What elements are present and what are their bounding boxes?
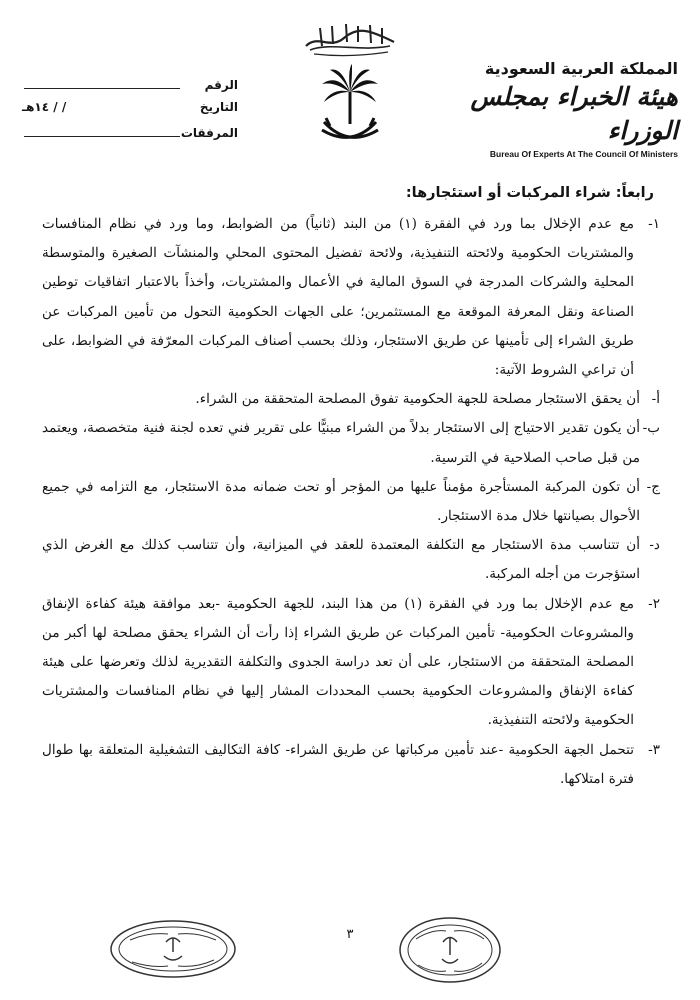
clause-1: [42, 210, 660, 385]
condition-text: أن يحقق الاستئجار مصلحة للجهة الحكومية تفوق المصلحة المتحققة من الشراء.: [195, 391, 640, 408]
reference-label: الرقم: [204, 78, 238, 92]
clause-3: [42, 736, 660, 794]
official-stamp-left: [108, 918, 238, 980]
condition-text: أن تكون المركبة المستأجرة مؤمناً عليها من المؤجر أو تحت ضمانه مدة الاستئجار، مع التزامه في جميع الأحوال بصيانتها خلال مدة الاستئجار.: [42, 478, 640, 525]
condition-d: [42, 531, 660, 589]
clause-text: تتحمل الجهة الحكومية -عند تأمين مركباتها عن طريق الشراء- كافة التكاليف التشغيلية المتعلقة بها طوال فترة امتلاكها.: [42, 741, 634, 787]
condition-c: [42, 473, 660, 531]
date-value: / / ١٤هـ: [22, 100, 67, 114]
reference-block: [18, 76, 238, 148]
attachments-row: [18, 124, 238, 148]
clause-text: مع عدم الإخلال بما ورد في الفقرة (١) من البند (ثانياً) من الضوابط، وما ورد في نظام المنافسات والمشتريات الحكومية ولائحته التنفيذية، ولائحة تفضيل المحتوى المحلي والمنشآت الصغيرة والمتوسطة المحلية والشركات المدرجة في السوق المالية في الأعمال والمشتريات، وأخذاً بالاعتبار اتفاقيات توطين الصناعة ونقل المعرفة الموقعة مع المستثمرين؛ على الجهات الحكومية التحول من تأمين المركبات عن طريق الشراء إلى تأمينها عن طريق الاستئجار، وذلك بحسب أصناف المركبات المعرّفة في الضوابط، على أن تراعي الشروط الآتية:: [42, 216, 634, 379]
condition-letter: ب-: [642, 420, 660, 437]
official-stamp-right: [398, 915, 503, 985]
clause-2: [42, 590, 660, 736]
clause-text: مع عدم الإخلال بما ورد في الفقرة (١) من هذا البند، للجهة الحكومية -بعد موافقة هيئة كفاءة الإنفاق والمشروعات الحكومية- تأمين المركبات عن طريق الشراء إذا رأت أن الشراء يحقق مصلحة لها أكبر من المصلحة المتحققة من الاستئجار، على أن تعد دراسة الجدوى والتكلفة التقديرية لذلك وتعرضها على هيئة كفاءة الإنفاق والمشروعات الحكومية بحسب المحددات المشار إليها في نظام المنافسات والمشتريات الحكومية ولائحته التنفيذية.: [42, 595, 634, 729]
document-body: [42, 180, 660, 794]
condition-letter: أ-: [651, 391, 660, 408]
clause-number: ١-: [648, 216, 660, 232]
condition-text: أن تتناسب مدة الاستئجار مع التكلفة المعتمدة للعقد في الميزانية، وأن تتناسب كذلك مع الغرض الذي استؤجرت من أجله المركبة.: [42, 537, 640, 583]
org-country-name: المملكة العربية السعودية: [484, 59, 678, 78]
attachments-line: [24, 124, 180, 137]
condition-letter: د-: [649, 537, 660, 554]
condition-b: [42, 414, 660, 472]
section-title: رابعاً: شراء المركبات أو استئجارها:: [405, 185, 654, 201]
basmala-calligraphy: [300, 16, 400, 58]
org-english-name: Bureau Of Experts At The Council Of Ministers: [489, 149, 678, 159]
date-label: التاريخ: [199, 100, 238, 114]
condition-a: [42, 385, 660, 414]
reference-line: [24, 76, 180, 89]
page-number: ٣: [346, 927, 354, 942]
palm-swords-emblem-icon: [318, 64, 382, 150]
condition-letter: ج-: [646, 478, 660, 495]
clause-number: ٢-: [648, 595, 660, 612]
clause-number: ٣-: [648, 741, 660, 758]
attachments-label: المرفقات: [180, 126, 238, 140]
date-row: [18, 100, 238, 124]
org-arabic-name: هيئة الخبراء بمجلس الوزراء: [470, 82, 678, 145]
reference-row: [18, 76, 238, 100]
organization-header: [428, 58, 678, 160]
condition-text: أن يكون تقدير الاحتياج إلى الاستئجار بدلاً من الشراء مبنيًّا على تقرير فني تعده لجنة فنية متخصصة، ويعتمد من قبل صاحب الصلاحية في الترسية.: [42, 420, 640, 466]
